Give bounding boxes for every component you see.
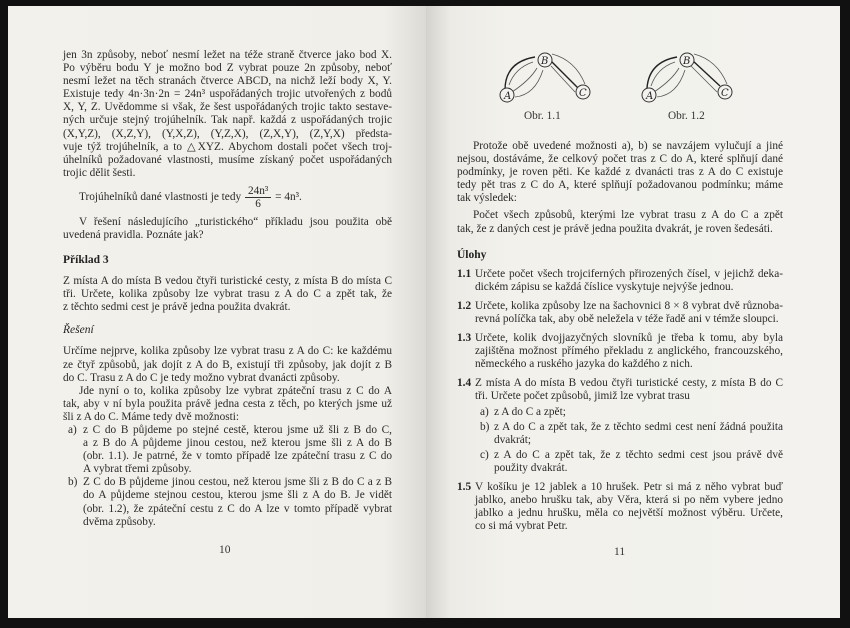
sub-item-body <box>494 406 783 419</box>
paragraph <box>457 209 783 235</box>
text-line: Jde nyní o to, kolika způsoby lze vybrat zpáteční trasu z C do A <box>79 384 392 397</box>
fraction-numerator: 24n³ <box>245 185 271 198</box>
text-line: Z místa A do místa B vedou čtyři turistické cesty, z místa B do C <box>475 377 783 390</box>
text-line: tak, aby v ní byla použita právě jedna cesta z těch, po kterých jsme už <box>63 397 392 410</box>
sub-item-body <box>494 421 783 447</box>
figure-caption: Obr. 1.1 <box>524 110 561 122</box>
text-line: a z B do A půjdeme jinou cestou, než kterou jsme šli z A do B <box>83 437 392 450</box>
node-label: C <box>721 88 729 99</box>
list-label: a) <box>68 423 77 436</box>
text-line: uvedená pravidla. Poznáte jak? <box>63 229 204 242</box>
list-item <box>63 424 392 476</box>
text-line: tři. Určete počet způsobů, jimiž lze vybrat trasu <box>475 390 690 403</box>
exercise-number: 1.4 <box>457 377 472 390</box>
formula <box>63 185 392 210</box>
text-line: z A do C a zpět; <box>494 405 566 418</box>
right-page <box>426 6 840 618</box>
text-line: do C. Trasu z A do C je tedy možno vybrat dvanácti způsoby. <box>63 371 340 384</box>
exercise-number: 1.3 <box>457 332 472 345</box>
text-line: tedy pět tras z C do A, které splňují požadovanou podmínku; máme <box>457 179 783 192</box>
text-line: Určíme nejprve, kolika způsoby lze vybrat trasu z A do C: ke každému <box>63 345 392 358</box>
list-label: b) <box>68 476 78 489</box>
example-heading: Příklad 3 <box>63 254 109 267</box>
edge <box>647 57 677 88</box>
paragraph <box>63 216 392 242</box>
solution-heading: Řešení <box>63 324 94 337</box>
text-line: šli z A do C. Máme tedy dvě možnosti: <box>63 410 240 423</box>
list-item <box>63 476 392 528</box>
edge <box>551 66 575 92</box>
text-line: nejsou, dostáváme, že celkový počet tras z C do A, které splňují dané <box>457 153 783 166</box>
sub-label: a) <box>480 405 489 418</box>
edge <box>692 60 720 86</box>
formula-text: Trojúhelníků dané vlastnosti je tedy <box>79 190 242 203</box>
text-line: Z C do B půjdeme jinou cestou, než kterou jsme šli z B do C a z B <box>83 476 392 489</box>
text-line: co si má vybrat Petr. <box>475 520 568 533</box>
paragraph <box>63 345 392 384</box>
sub-item-body <box>494 449 783 475</box>
text-line: použity dvakrát. <box>494 461 568 474</box>
text-line: Existuje tedy 4n·3n·2n = 24n³ uspořádaných trojic utvořených z bodů <box>63 88 392 101</box>
left-page <box>8 6 426 618</box>
right-text-column <box>457 50 783 533</box>
figure-1-1-graph <box>495 50 595 105</box>
node-label: B <box>541 56 549 67</box>
paragraph <box>63 385 392 424</box>
text-line: jen 3n způsoby, neboť nesmí ležet na téže straně čtverce jako bod X. <box>63 49 392 61</box>
exercise-body <box>475 300 783 326</box>
paragraph <box>63 275 392 314</box>
page-number: 11 <box>614 546 626 558</box>
text-line: z A do C a zpět tak, že z těchto sedmi cest jsou právě dvě <box>494 448 783 461</box>
exercise-text <box>475 377 783 403</box>
text-line: do A půjdeme stejnou cestou, kterou jsme šli z A do B. Je vidět <box>83 489 392 502</box>
paragraph <box>63 49 392 180</box>
node-label: B <box>683 56 691 67</box>
exercise-body <box>475 268 783 294</box>
sub-item <box>475 421 783 447</box>
text-line: ných určuje stejný trojúhelník. Tak např. každá z uspořádaných trojic <box>63 114 392 127</box>
text-line: jablko a jednu hrušku, měla co největší možnost výběru. Určete, <box>475 507 783 520</box>
exercise <box>457 268 783 294</box>
fraction <box>245 185 271 210</box>
text-line: dvěma způsoby. <box>83 515 156 528</box>
text-line: V řešení následujícího „turistického“ příkladu jsou použita obě <box>79 215 392 228</box>
edge <box>651 62 675 86</box>
list-item-body <box>83 424 392 476</box>
exercise-number: 1.2 <box>457 299 472 312</box>
page-number: 10 <box>219 544 231 556</box>
text-line: Určete, kolika způsoby lze na šachovnici 8 × 8 vybrat dvě různoba- <box>475 299 783 312</box>
figure-caption: Obr. 1.2 <box>668 110 705 122</box>
node-label: A <box>646 91 654 102</box>
text-line: dickém zápisu se každá číslice vyskytuje nejvýše jednou. <box>475 280 734 293</box>
formula-result: = 4n³. <box>275 190 302 203</box>
text-line: V košíku je 12 jablek a 10 hrušek. Petr si má z něho vybrat buď <box>475 480 783 493</box>
edge <box>505 57 535 90</box>
text-line: (obr. 1.2), že zpáteční cestu z C do A lze v tomto případě vybrat <box>83 502 392 515</box>
exercise-number: 1.1 <box>457 267 472 280</box>
text-line: německého a ruského jazyka do každého z nich. <box>475 358 693 371</box>
figures <box>457 50 783 140</box>
left-text-column <box>63 49 392 529</box>
exercise-body <box>475 481 783 533</box>
paragraph <box>457 140 783 205</box>
text-line: tak, že z daných cest je právě jedna použita dvakrát, je roven šedesáti. <box>457 222 773 235</box>
exercise <box>457 481 783 533</box>
text-line: Určete, kolik dvojjazyčných slovníků je třeba k tomu, aby byla <box>475 332 783 345</box>
text-line: revná políčka tak, aby obě neležela v téže řadě ani v témže sloupci. <box>475 312 779 325</box>
edge <box>657 70 685 97</box>
text-line: zajištěna možnost přímého překladu z anglického, francouzského, <box>475 345 783 358</box>
text-line: nesmí ležet na těch stranách čtverce ABCD, na nichž leží body X, Y. <box>63 75 392 88</box>
text-line: A vybrat třemi způsoby. <box>83 463 192 476</box>
text-line: tak výsledek: <box>457 192 517 205</box>
sub-label: b) <box>480 420 490 433</box>
sub-label: c) <box>480 448 489 461</box>
text-line: Protože obě uvedené možnosti a), b) se navzájem vylučují a jiné <box>473 140 783 152</box>
figure-1-2-graph <box>637 50 737 105</box>
text-line: podmínky, je roven pěti. Ke každé z dvanácti tras z A do C existuje <box>457 166 783 179</box>
text-line: Určete počet všech trojciferných přirozených čísel, v jejichž deka- <box>475 267 783 280</box>
fraction-denominator: 6 <box>255 197 261 210</box>
exercise <box>457 332 783 371</box>
text-line: z těchto sedmi cest je právě jedna použita dvakrát. <box>63 301 291 314</box>
sub-item <box>475 406 783 419</box>
edge <box>694 54 727 84</box>
text-line: z A do C a zpět tak, že z těchto sedmi cest není žádná použita <box>494 420 783 433</box>
sub-item <box>475 449 783 475</box>
text-line: trojic dělit šesti. <box>63 166 136 179</box>
text-line: Po výběru bodu Y je možno bod Z vybrat pouze 2n způsoby, neboť <box>63 62 392 75</box>
text-line: úhelníků požadované vlastnosti, musíme získaný počet uspořádaných <box>63 153 392 166</box>
exercise-body <box>475 332 783 371</box>
text-line: X, Y, Z. Uvědomme si však, že šest uspořádaných trojic takto sestave- <box>63 101 392 114</box>
text-line: (obr. 1.1). Je patrné, že v tomto případě lze zpáteční trasu z C do <box>83 450 392 463</box>
node-label: A <box>504 91 512 102</box>
text-line: ze čtyř způsobů, jak dojít z A do B, existují tři způsoby, jak dojít z B <box>63 358 392 371</box>
text-line: vuje týž trojúhelník, a to △XYZ. Abychom dostali počet všech troj- <box>63 140 392 153</box>
text-line: Z místa A do místa B vedou čtyři turistické cesty, z místa B do místa C <box>63 275 392 288</box>
text-line: Počet všech způsobů, kterými lze vybrat trasu z A do C a zpět <box>473 209 783 222</box>
text-line: tři. Určete, kolika způsoby lze vybrat trasu z A do C a zpět tak, že <box>63 288 392 301</box>
exercise <box>457 300 783 326</box>
exercise-number: 1.5 <box>457 480 472 493</box>
exercise-body <box>475 377 783 475</box>
list-item-body <box>83 476 392 528</box>
edge <box>509 62 533 85</box>
edge <box>550 60 578 88</box>
edge <box>552 54 585 84</box>
text-line: z C do B půjdeme po stejné cestě, kterou jsme už šli z B do C, <box>83 423 392 436</box>
edge <box>515 70 543 97</box>
node-label: C <box>579 88 587 99</box>
exercise <box>457 377 783 475</box>
text-line: jablko, anebo hrušku tak, aby Věra, která si po něm vybere jedno <box>475 494 783 507</box>
text-line: (X,Y,Z), (X,Z,Y), (Y,X,Z), (Y,Z,X), (Z,X,Y), (Z,Y,X) předsta- <box>63 127 392 140</box>
exercises-heading: Úlohy <box>457 248 487 261</box>
text-line: dvakrát; <box>494 433 532 446</box>
